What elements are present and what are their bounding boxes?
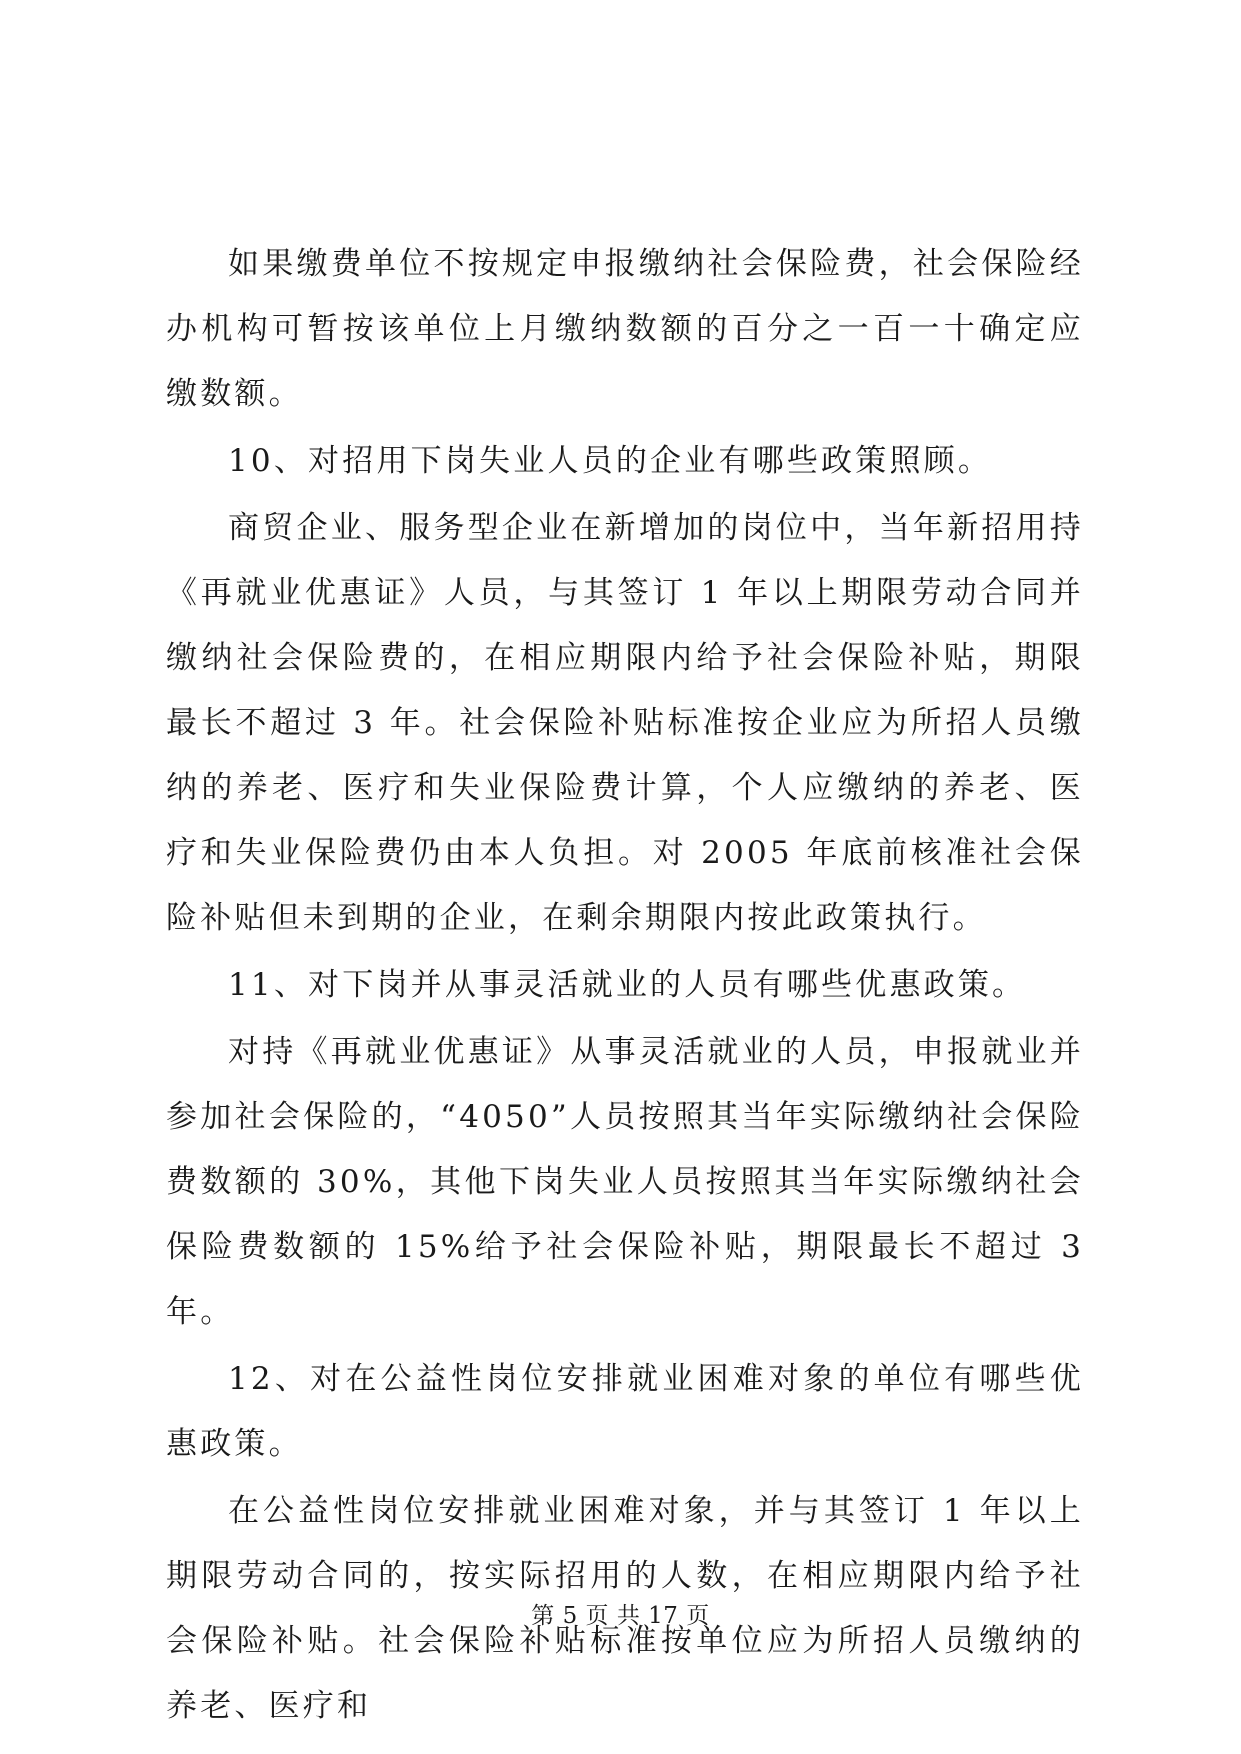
question-heading: 11、对下岗并从事灵活就业的人员有哪些优惠政策。 xyxy=(228,967,1027,1003)
body-paragraph: 如果缴费单位不按规定申报缴纳社会保险费，社会保险经办机构可暂按该单位上月缴纳数额的百分之一百一十确定应缴数额。 xyxy=(166,246,1084,412)
question-heading: 10、对招用下岗失业人员的企业有哪些政策照顾。 xyxy=(228,443,993,479)
body-paragraph: 在公益性岗位安排就业困难对象，并与其签订 1 年以上期限劳动合同的，按实际招用的人数，在相应期限内给予社会保险补贴。社会保险补贴标准按单位应为所招人员缴纳的养老、医疗和 xyxy=(166,1493,1084,1724)
document-body xyxy=(166,232,1084,1741)
body-paragraph: 商贸企业、服务型企业在新增加的岗位中，当年新招用持《再就业优惠证》人员，与其签订 1 年以上期限劳动合同并缴纳社会保险费的，在相应期限内给予社会保险补贴，期限最长不超过 3 年。社会保险补贴标准按企业应为所招人员缴纳的养老、医疗和失业保险费计算，个人应缴纳的养老、医疗和失业保险费仍由本人负担。对 2005 年底前核准社会保险补贴但未到期的企业，在剩余期限内按此政策执行。 xyxy=(166,510,1084,936)
question-heading: 12、对在公益性岗位安排就业困难对象的单位有哪些优惠政策。 xyxy=(166,1361,1084,1462)
body-paragraph: 对持《再就业优惠证》从事灵活就业的人员，申报就业并参加社会保险的，“4050”人员按照其当年实际缴纳社会保险费数额的 30%，其他下岗失业人员按照其当年实际缴纳社会保险费数额的 15%给予社会保险补贴，期限最长不超过 3 年。 xyxy=(166,1034,1084,1330)
page-number-footer: 第 5 页 共 17 页 xyxy=(531,1603,710,1629)
